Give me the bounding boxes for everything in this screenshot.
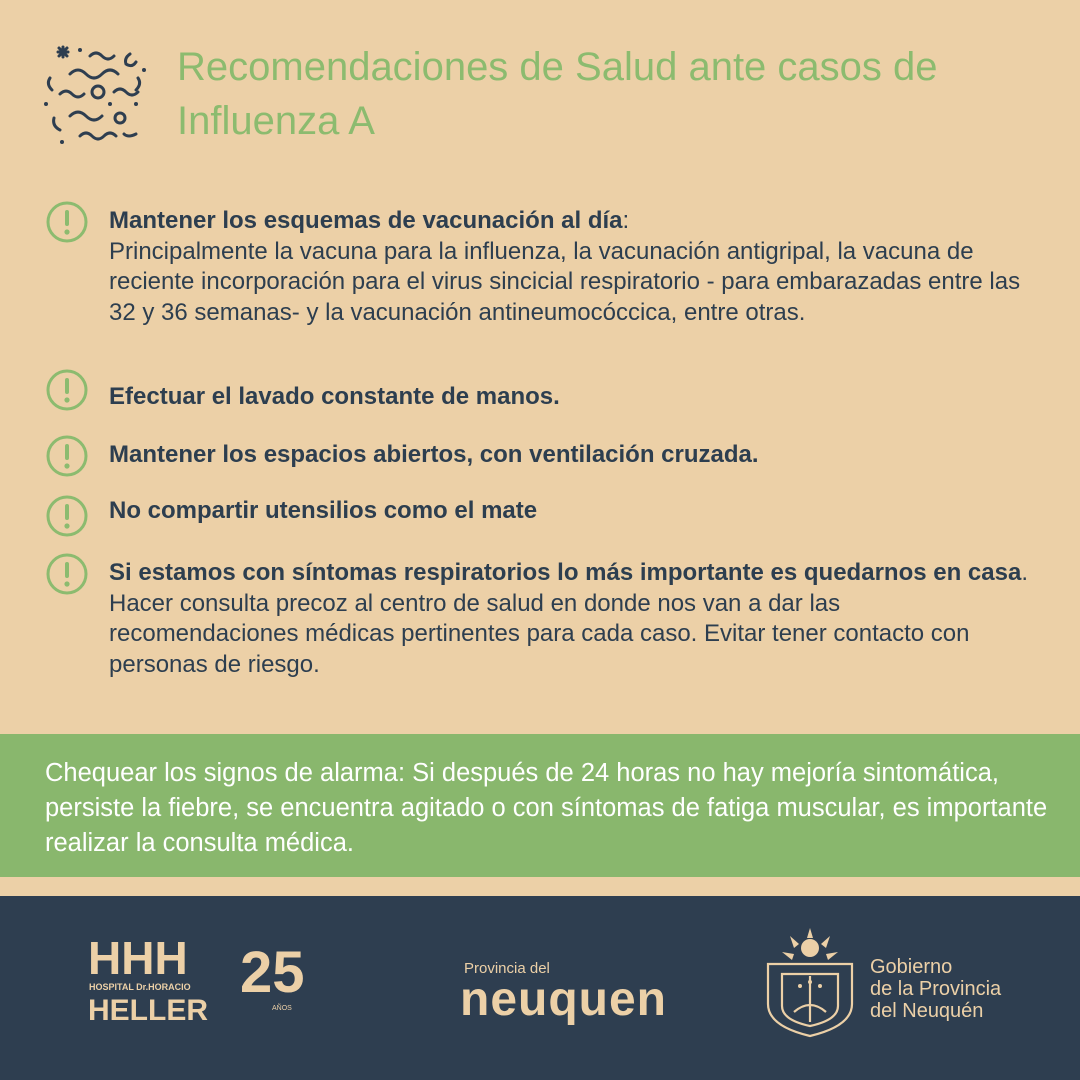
heller-name: HELLER [88, 994, 208, 1027]
provincia-label: Provincia del [464, 960, 550, 977]
gobierno-name [870, 956, 1030, 1022]
heller-subtitle: HOSPITAL Dr.HORACIO [89, 982, 191, 992]
heller-monogram: HHH [88, 932, 188, 984]
anniversary-label: AÑOS [272, 1005, 292, 1012]
header [40, 38, 1040, 148]
gobierno-neuquen-logo [760, 926, 1030, 1041]
recommendation-text [109, 206, 1029, 328]
provincia-neuquen-logo [460, 958, 710, 1028]
recommendation-text [109, 440, 1029, 471]
recommendation-rest: : Principalmente la vacuna para la influenza, la vacunación antigripal, la vacuna de reciente incorporación para el virus sincicial respiratorio - para embarazadas entre las 32 y 36 semanas- y la vacunación antineumocóccica, entre otras. [109, 207, 1021, 326]
gobierno-line3: del Neuquén [870, 1000, 984, 1022]
exclamation-icon [45, 368, 89, 412]
recommendation-bold: Si estamos con síntomas respiratorios lo más importante es quedarnos en casa [109, 559, 1022, 586]
recommendation-text [109, 382, 1029, 413]
recommendation-rest: . Hacer consulta precoz al centro de salud en donde nos van a dar las recomendaciones médicas pertinentes para cada caso. Evitar tener contacto con personas de riesgo. [109, 559, 1028, 678]
exclamation-icon [45, 494, 89, 538]
exclamation-icon [45, 552, 89, 596]
recommendation-bold: No compartir utensilios como el mate [109, 497, 538, 524]
recommendation-text [109, 496, 1029, 527]
alarm-banner [0, 734, 1080, 877]
recommendation-text [109, 558, 1029, 680]
recommendation-bold: Mantener los esquemas de vacunación al día [109, 207, 623, 234]
alarm-text: Chequear los signos de alarma: Si después de 24 horas no hay mejoría sintomática, persiste la fiebre, se encuentra agitado o con síntomas de fatiga muscular, es importante realizar la consulta médica. [45, 759, 1048, 857]
gobierno-line1: Gobierno [870, 956, 953, 978]
page-title: Recomendaciones de Salud ante casos de Influenza A [177, 45, 938, 143]
exclamation-icon [45, 434, 89, 478]
hospital-heller-logo [88, 932, 308, 1032]
footer [0, 896, 1080, 1080]
coat-of-arms-icon [760, 926, 860, 1041]
gobierno-line2: de la Provincia [870, 978, 1002, 1000]
anniversary-number: 25 [240, 940, 305, 1005]
exclamation-icon [45, 200, 89, 244]
neuquen-wordmark: neuquen [460, 973, 667, 1026]
virus-icon [40, 38, 148, 146]
recommendation-bold: Efectuar el lavado constante de manos. [109, 383, 560, 410]
recommendation-bold: Mantener los espacios abiertos, con ventilación cruzada. [109, 441, 759, 468]
